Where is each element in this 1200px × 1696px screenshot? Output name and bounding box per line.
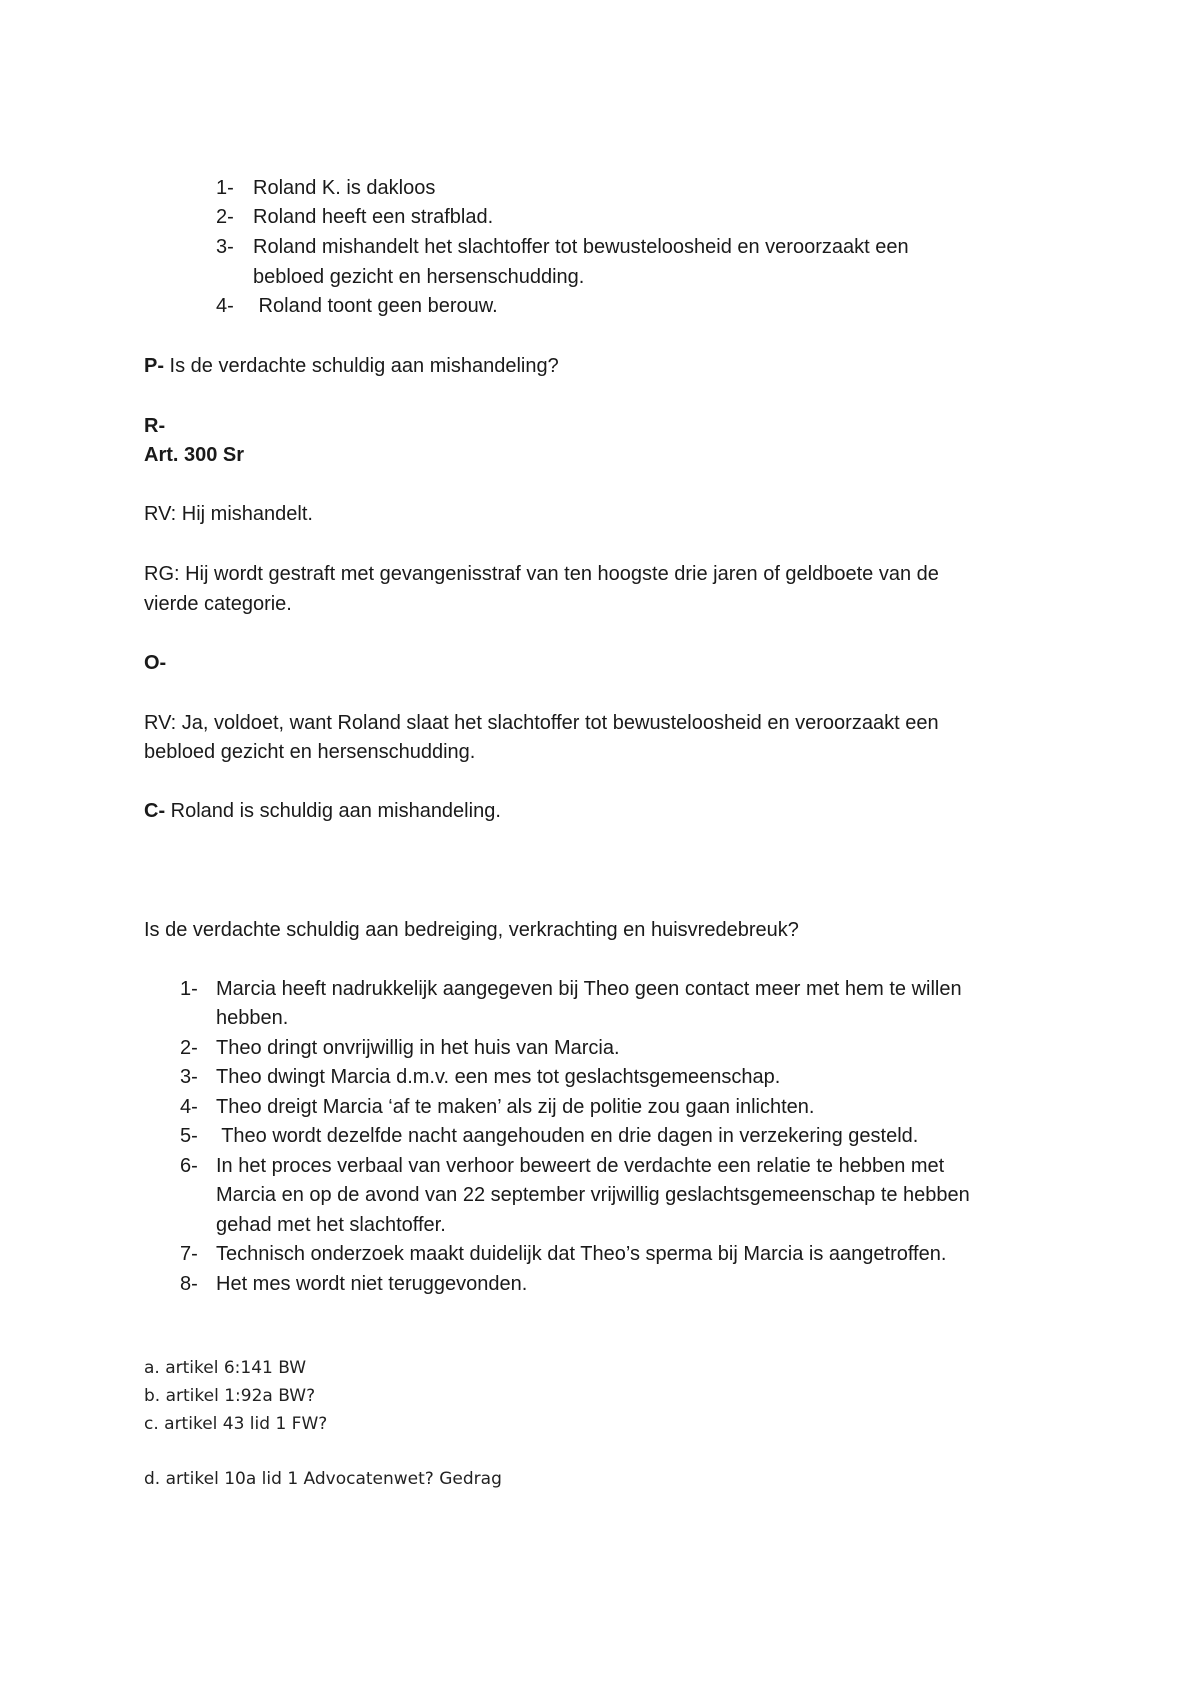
list-item: Roland K. is dakloos	[253, 177, 436, 199]
list-item: Roland heeft een strafblad.	[253, 206, 494, 228]
article-heading: Art. 300 Sr	[144, 444, 245, 466]
article-line: a. artikel 6:141 BW	[144, 1358, 307, 1378]
r-label: R-	[144, 415, 166, 437]
list-item: Het mes wordt niet teruggevonden.	[216, 1273, 528, 1295]
p-text: Is de verdachte schuldig aan mishandeling?	[164, 355, 559, 377]
list-number: 7-	[180, 1243, 198, 1265]
list-item: Theo dringt onvrijwillig in het huis van Marcia.	[216, 1037, 620, 1059]
list-item: Roland mishandelt het slachtoffer tot bewusteloosheid en veroorzaakt een	[253, 236, 909, 258]
list-number: 3-	[216, 236, 234, 258]
rv-line: RV: Hij mishandelt.	[144, 503, 313, 525]
list-number: 4-	[216, 295, 234, 317]
rg-line: RG: Hij wordt gestraft met gevangenisstraf van ten hoogste drie jaren of geldboete van de	[144, 563, 939, 585]
c-text: Roland is schuldig aan mishandeling.	[165, 800, 501, 822]
list-item-continuation: Marcia en op de avond van 22 september vrijwillig geslachtsgemeenschap te hebben	[216, 1184, 970, 1206]
question-heading: Is de verdachte schuldig aan bedreiging, verkrachting en huisvredebreuk?	[144, 919, 799, 941]
list-number: 8-	[180, 1273, 198, 1295]
rv-answer-line: RV: Ja, voldoet, want Roland slaat het slachtoffer tot bewusteloosheid en veroorzaakt een	[144, 712, 939, 734]
list-number: 3-	[180, 1066, 198, 1088]
list-item: Roland toont geen berouw.	[253, 295, 498, 317]
c-label: C-	[144, 800, 166, 822]
list-number: 4-	[180, 1096, 198, 1118]
list-number: 6-	[180, 1155, 198, 1177]
list-item: In het proces verbaal van verhoor beweert de verdachte een relatie te hebben met	[216, 1155, 945, 1177]
conclusion-line	[144, 797, 501, 826]
list-number: 1-	[216, 177, 234, 199]
list-item: Technisch onderzoek maakt duidelijk dat Theo’s sperma bij Marcia is aangetroffen.	[216, 1243, 947, 1265]
problem-line	[144, 352, 559, 381]
article-line: c. artikel 43 lid 1 FW?	[144, 1414, 328, 1434]
list-item: Theo dwingt Marcia d.m.v. een mes tot geslachtsgemeenschap.	[216, 1066, 781, 1088]
list-item: Theo wordt dezelfde nacht aangehouden en drie dagen in verzekering gesteld.	[216, 1125, 919, 1147]
p-label: P-	[144, 355, 164, 377]
rv-answer-continuation: bebloed gezicht en hersenschudding.	[144, 741, 476, 763]
list-number: 2-	[216, 206, 234, 228]
list-number: 1-	[180, 978, 198, 1000]
list-number: 5-	[180, 1125, 198, 1147]
rg-line-continuation: vierde categorie.	[144, 593, 292, 615]
article-line: b. artikel 1:92a BW?	[144, 1386, 316, 1406]
list-item-continuation: hebben.	[216, 1007, 289, 1029]
list-item: Marcia heeft nadrukkelijk aangegeven bij Theo geen contact meer met hem te willen	[216, 978, 962, 1000]
list-item-continuation: bebloed gezicht en hersenschudding.	[253, 266, 585, 288]
list-number: 2-	[180, 1037, 198, 1059]
o-label: O-	[144, 652, 167, 674]
list-item-continuation: gehad met het slachtoffer.	[216, 1214, 446, 1236]
article-line: d. artikel 10a lid 1 Advocatenwet? Gedrag	[144, 1469, 502, 1489]
list-item: Theo dreigt Marcia ‘af te maken’ als zij de politie zou gaan inlichten.	[216, 1096, 815, 1118]
